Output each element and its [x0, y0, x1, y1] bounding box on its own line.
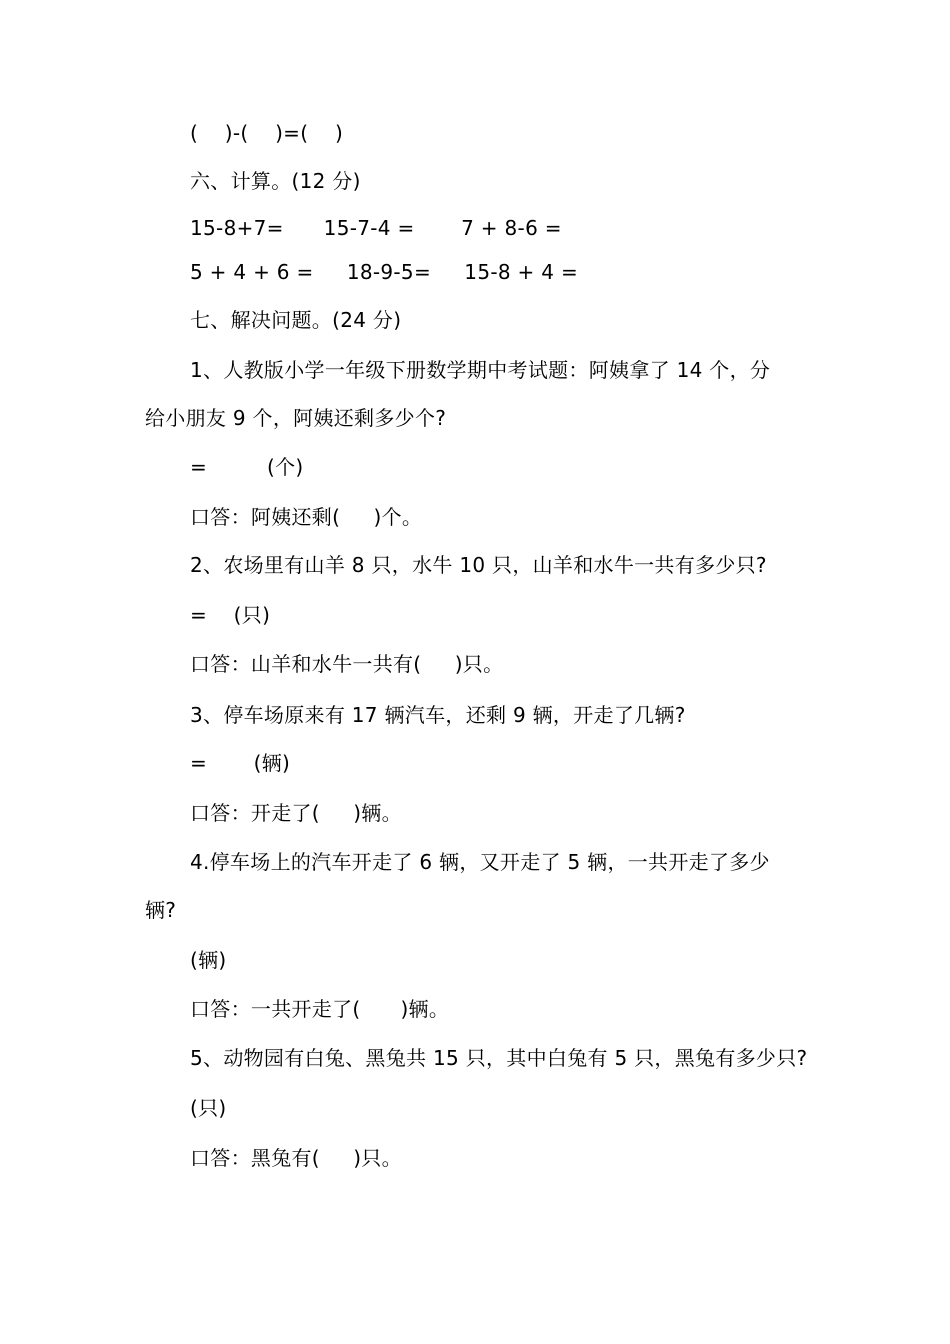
problem-4-unit: (辆) [190, 948, 227, 972]
problem-3-equation: = (辆) [190, 751, 291, 775]
problem-5-answer: 口答：黑兔有( )只。 [190, 1146, 402, 1170]
problem-1-text: 1、人教版小学一年级下册数学期中考试题：阿姨拿了 14 个，分 [190, 358, 771, 382]
section-six-heading: 六、计算。(12 分) [190, 169, 361, 193]
subtraction-blank-equation: ( )-( )=( ) [190, 121, 344, 145]
problem-4-answer: 口答：一共开走了( )辆。 [190, 997, 450, 1021]
problem-3-text: 3、停车场原来有 17 辆汽车，还剩 9 辆，开走了几辆? [190, 703, 686, 727]
problem-1-text-continued: 给小朋友 9 个，阿姨还剩多少个? [145, 406, 447, 430]
problem-4-text: 4.停车场上的汽车开走了 6 辆，又开走了 5 辆，一共开走了多少 [190, 850, 770, 874]
calculation-row-1: 15-8+7= 15-7-4 = 7 + 8-6 = [190, 216, 562, 240]
problem-4-text-continued: 辆? [145, 898, 177, 922]
problem-2-equation: = (只) [190, 603, 271, 627]
problem-1-answer: 口答：阿姨还剩( )个。 [190, 505, 423, 529]
calculation-row-2: 5 + 4 + 6 = 18-9-5= 15-8 + 4 = [190, 260, 579, 284]
problem-2-text: 2、农场里有山羊 8 只，水牛 10 只，山羊和水牛一共有多少只? [190, 553, 767, 577]
problem-2-answer: 口答：山羊和水牛一共有( )只。 [190, 652, 504, 676]
problem-5-text: 5、动物园有白兔、黑兔共 15 只，其中白兔有 5 只，黑兔有多少只? [190, 1046, 808, 1070]
problem-1-equation: = (个) [190, 455, 304, 479]
problem-5-unit: (只) [190, 1096, 227, 1120]
problem-3-answer: 口答：开走了( )辆。 [190, 801, 402, 825]
section-seven-heading: 七、解决问题。(24 分) [190, 308, 402, 332]
